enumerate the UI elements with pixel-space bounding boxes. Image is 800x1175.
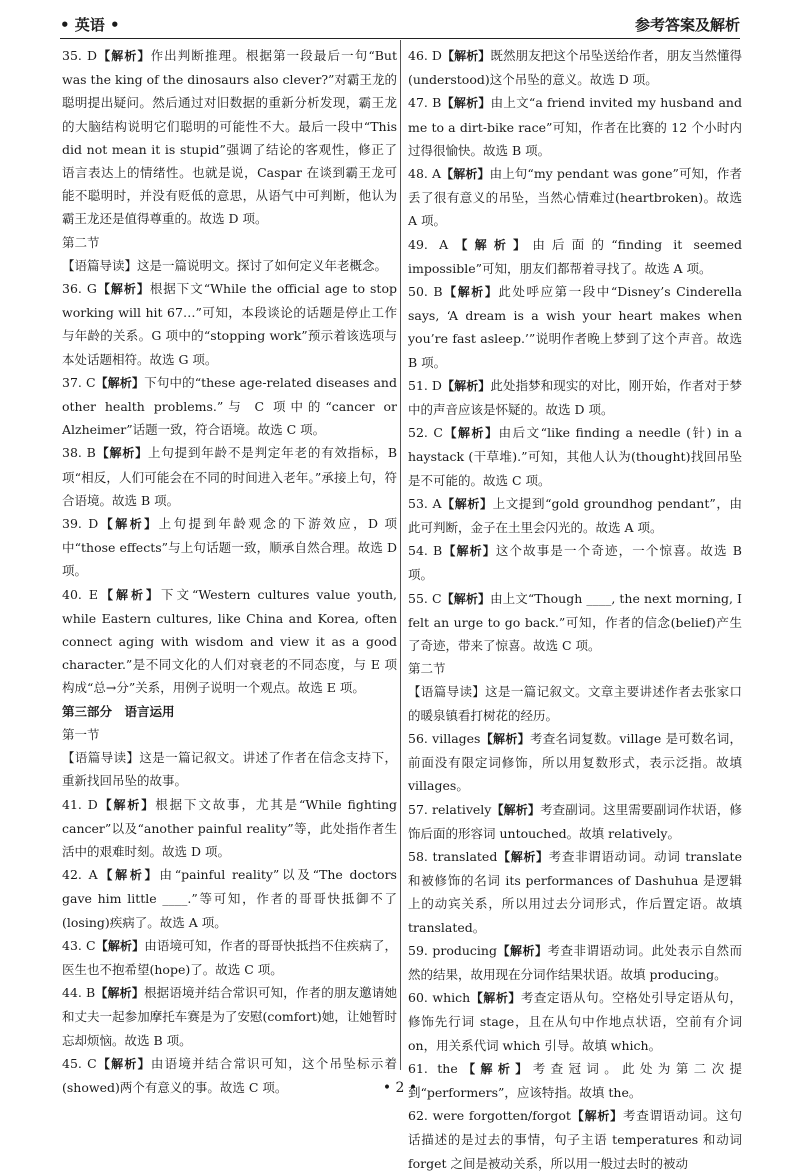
analysis-text: 考查副词。这里需要副词作状语，修饰后面的形容词 untouched。故填 relatively。 [408,801,742,841]
answer-number: 46. D [408,48,442,63]
analysis-text: 下文“Western cultures value youth, while Eastern cultures, like China and Korea, often connect aging with wisdom and view it as a good character.”是不同文化的人们对衰老的不同态度，与 E 项构成“总→分”关系，用例子说明一个观点。故选 E 项。 [62,586,397,696]
answer-item [408,374,742,421]
answer-item [408,587,742,658]
analysis-text: 上句提到年龄不是判定年老的有效指标，B 项“相反，人们可能会在不同的时间进入老年。”承接上句，符合语境。故选 B 项。 [62,445,397,508]
analysis-tag: 【解析】 [97,587,161,602]
analysis-text: 根据语境并结合常识可知，作者的朋友邀请她和丈夫一起参加摩托车赛是为了安慰(comfort)她，让她暂时忘却烦恼。故选 B 项。 [62,985,397,1048]
section-text: 【语篇导读】这是一篇记叙文。讲述了作者在信念支持下，重新找回吊坠的故事。 [62,750,397,789]
analysis-text: 由语境并结合常识可知，这个吊坠标示着(showed)两个有意义的事。故选 C 项。 [62,1055,397,1095]
analysis-text: 由后面的“finding it seemed impossible”可知，朋友们都帮着寻找了。故选 A 项。 [408,236,742,276]
analysis-tag: 【解析】 [96,282,150,297]
section-text: 第二节 [408,661,446,677]
answer-item [408,492,742,539]
analysis-tag: 【解析】 [497,849,549,864]
analysis-tag: 【解析】 [441,591,491,606]
analysis-tag: 【解析】 [95,938,145,953]
answer-item [62,981,397,1052]
answer-item [62,512,397,583]
right-column [408,44,742,1175]
analysis-text: 考查谓语动词。这句话描述的是过去的事情，句子主语 temperatures 和动词 forget 之间是被动关系，所以用一般过去时的被动 [408,1108,742,1171]
analysis-text: 这个故事是一个奇迹，一个惊喜。故选 B 项。 [408,543,742,583]
answer-item [408,939,742,986]
analysis-tag: 【解析】 [441,96,491,111]
analysis-text: 考查非谓语动词。此处表示自然而然的结果，故用现在分词作结果状语。故填 producing。 [408,942,742,982]
part-heading: 第三部分 语言运用 [62,703,175,719]
answer-number: 35. D [62,48,97,63]
answer-number: 49. A [408,236,449,252]
answer-number: 43. C [62,937,96,953]
answer-number: 57. relatively [408,801,492,817]
analysis-tag: 【解析】 [98,517,159,532]
answer-item [408,233,742,280]
analysis-tag: 【解析】 [496,943,548,958]
answer-item [408,986,742,1057]
answer-number: 45. C [62,1055,97,1071]
answer-number: 53. A [408,495,442,511]
analysis-tag: 【解析】 [442,544,496,559]
answer-number: 40. E [62,586,98,602]
analysis-text: 上句提到年龄观念的下游效应，D 项中“those effects”与上句话题一致，顺承自然合理。故选 D 项。 [62,516,398,579]
page-header [60,12,740,39]
analysis-text: 由后文“like finding a needle (针) in a haystack (干草堆).”可知，其他人认为(thought)找回吊坠是不可能的。故选 C 项。 [408,425,742,488]
answer-number: 44. B [62,985,96,1001]
answer-item [408,539,742,586]
analysis-tag: 【解析】 [97,868,160,883]
analysis-text: 考查非谓语动词。动词 translate 和被修饰的名词 its performances of Dashuhua 是逻辑上的动宾关系，所以用过去分词形式，作后置定语。故填 translated。 [408,848,742,935]
analysis-text: 此处指梦和现实的对比，刚开始，作者对于梦中的声音应该是怀疑的。故选 D 项。 [408,377,742,418]
answer-item [62,441,397,512]
analysis-tag: 【解析】 [97,797,156,812]
answer-number: 47. B [408,95,442,111]
analysis-text: 由上文“a friend invited my husband and me to a dirt-bike race”可知，作者在比赛的 12 个小时内过得很愉快。故选 B 项。 [408,95,742,158]
answer-number: 54. B [408,543,443,559]
page-number: • 2 • [382,1080,418,1096]
answer-item [408,798,742,845]
analysis-tag: 【解析】 [457,1061,533,1076]
answer-number: 51. D [408,377,442,393]
answer-number: 42. A [62,867,98,883]
analysis-tag: 【解析】 [441,167,490,182]
answer-number: 39. D [62,516,99,532]
analysis-text: 此处呼应第一段中“Disney’s Cinderella says, ‘A dream is a wish your heart makes when you’re fast asleep.’”说明作者晚上梦到了这个声音。故选 B 项。 [408,284,742,370]
analysis-tag: 【解析】 [491,802,541,817]
analysis-tag: 【解析】 [570,1109,623,1124]
analysis-text: 下句中的“these age-related diseases and other health problems.”与 C 项中的“cancer or Alzheimer”话题一致，符合语境。故选 C 项。 [62,374,397,438]
analysis-text: 由“painful reality”以及“The doctors gave him little ____.”等可知，作者的哥哥快抵御不了(losing)疾病了。故选 A 项。 [62,867,397,930]
analysis-tag: 【解析】 [441,378,491,393]
answer-number: 36. G [62,281,97,297]
section-text: 第一节 [62,726,100,742]
section-text: 【语篇导读】这是一篇记叙文。文章主要讲述作者去张家口的暖泉镇看打树花的经历。 [408,684,742,723]
section-text: 【语篇导读】这是一篇说明文。探讨了如何定义年老概念。 [62,257,388,273]
answer-number: 60. which [408,990,471,1006]
answer-item [62,934,397,981]
answer-item [408,1104,742,1175]
answer-item [408,280,742,374]
answer-number: 37. C [62,374,96,390]
analysis-text: 由上文“Though ____, the next morning, I felt an urge to go back.”可知，作者的信念(belief)产生了奇迹，带来了惊喜。故选 C 项。 [408,590,742,654]
answer-item [408,421,742,492]
subject-label: • 英语 • [60,16,120,34]
analysis-text: 既然朋友把这个吊坠送给作者，朋友当然懂得(understood)这个吊坠的意义。故选 D 项。 [408,48,742,88]
answer-item [62,371,397,442]
answer-number: 38. B [62,445,96,461]
analysis-text: 考查名词复数。village 是可数名词，前面没有限定词修饰，所以用复数形式，表示泛指。故填 villages。 [408,730,742,794]
answer-item [62,44,397,231]
analysis-tag: 【解析】 [442,426,499,441]
left-column [62,44,397,1099]
answer-number: 56. villages [408,730,481,746]
answer-item [408,162,742,233]
analysis-text: 考查冠词。此处为第二次提到“performers”，应该特指。故填 the。 [408,1060,742,1100]
answer-number: 41. D [62,796,98,812]
answer-number: 52. C [408,425,443,441]
answer-item [62,277,397,371]
analysis-tag: 【解析】 [441,49,491,63]
analysis-text: 考查定语从句。空格处引导定语从句，修饰先行词 stage，且在从句中作地点状语，空前有介词 on，用关系代词 which 引导。故填 which。 [408,990,742,1053]
answer-item [408,91,742,162]
analysis-tag: 【解析】 [441,496,493,511]
answer-number: 61. the [408,1060,458,1076]
analysis-tag: 【解析】 [95,375,145,390]
analysis-tag: 【解析】 [95,986,144,1001]
analysis-tag: 【解析】 [95,446,148,461]
answer-item [62,583,397,700]
section-title: 参考答案及解析 [634,16,740,34]
analysis-text: 作出判断推理。根据第一段最后一句“But was the king of the dinosaurs also clever?”对霸王龙的聪明提出疑问。然后通过对旧数据的重新分析发现，霸王龙的大脑结构说明它们聪明的可能性不大。最后一段中“This did not mean it is stupid”强调了结论的客观性，修正了语言表达上的情绪性。也就是说，Caspar 在谈到霸王龙可能不聪明时，并没有贬低的意思，从语气中可判断，他认为霸王龙还是值得尊重的。故选 D 项。 [62,48,397,227]
analysis-tag: 【解析】 [96,1056,151,1071]
section-text: 第二节 [62,234,100,250]
analysis-text: 由语境可知，作者的哥哥快抵挡不住疾病了，医生也不抱希望(hope)了。故选 C 项。 [62,937,397,977]
column-divider [400,40,401,1070]
answer-number: 55. C [408,590,442,606]
answer-number: 59. producing [408,942,497,958]
answer-item [408,845,742,939]
answer-item [408,727,742,798]
answer-item [62,863,397,934]
answer-item [408,44,742,91]
analysis-tag: 【解析】 [448,237,533,252]
analysis-tag: 【解析】 [480,731,530,746]
analysis-text: 由上句“my pendant was gone”可知，作者丢了很有意义的吊坠，当然心情难过(heartbroken)。故选 A 项。 [408,166,742,229]
answer-number: 58. translated [408,848,498,864]
analysis-text: 根据下文“While the official age to stop working will hit 67…”可知，本段谈论的话题是停止工作与年龄的关系。G 项中的“stopping work”预示着该选项与本处话题相符。故选 G 项。 [62,281,397,367]
analysis-text: 上文提到“gold groundhog pendant”，由此可判断，金子在土里会闪光的。故选 A 项。 [408,495,742,536]
analysis-text: 根据下文故事，尤其是“While fighting cancer”以及“another painful reality”等，此处指作者生活中的艰难时刻。故选 D 项。 [62,796,398,859]
answer-number: 62. were forgotten/forgot [408,1108,571,1124]
answer-number: 48. A [408,166,441,182]
analysis-tag: 【解析】 [470,991,521,1006]
answer-number: 50. B [408,284,443,300]
analysis-tag: 【解析】 [97,49,151,63]
analysis-tag: 【解析】 [442,285,499,300]
answer-item [62,793,397,864]
